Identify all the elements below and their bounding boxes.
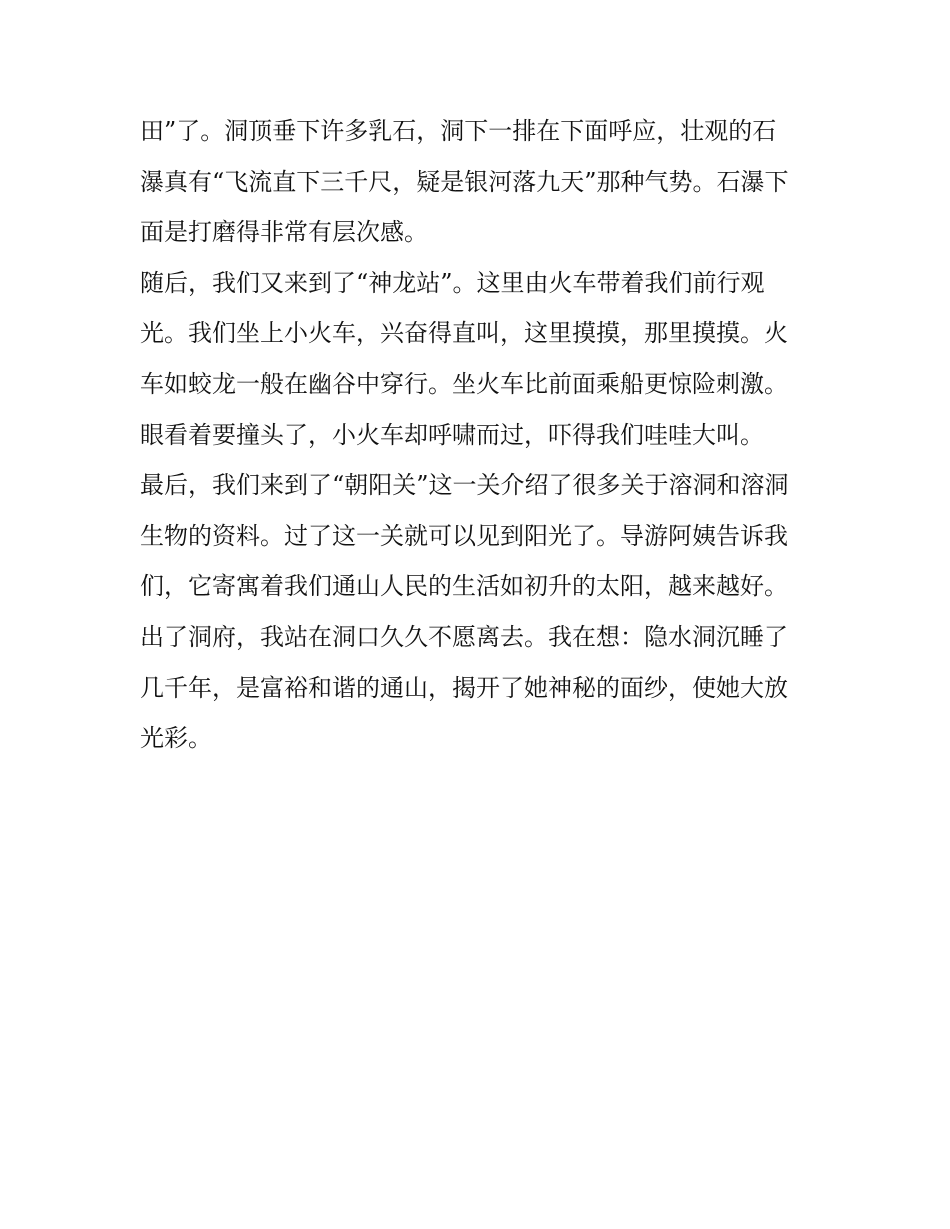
text-line: 最后，我们来到了“朝阳关”这一关介绍了很多关于溶洞和溶洞 [140, 471, 789, 500]
text-line: 几千年，是富裕和谐的通山，揭开了她神秘的面纱，使她大放 [140, 673, 788, 702]
text-line: 光。我们坐上小火车，兴奋得直叫，这里摸摸，那里摸摸。火 [140, 319, 788, 348]
text-line: 车如蛟龙一般在幽谷中穿行。坐火车比前面乘船更惊险刺激。 [140, 369, 788, 398]
text-line: 眼看着要撞头了，小火车却呼啸而过，吓得我们哇哇大叫。 [140, 420, 764, 449]
text-line: 田”了。洞顶垂下许多乳石，洞下一排在下面呼应，壮观的石 [140, 117, 777, 145]
text-line: 光彩。 [140, 724, 212, 753]
text-line: 生物的资料。过了这一关就可以见到阳光了。导游阿姨告诉我 [140, 521, 788, 550]
text-line: 瀑真有“飞流直下三千尺，疑是银河落九天”那种气势。石瀑下 [140, 167, 789, 196]
text-line: 们，它寄寓着我们通山人民的生活如初升的太阳，越来越好。 [140, 572, 788, 601]
body-text [140, 106, 820, 764]
text-line: 随后，我们又来到了“神龙站”。这里由火车带着我们前行观 [140, 268, 765, 297]
text-line: 面是打磨得非常有层次感。 [140, 218, 428, 247]
text-line: 出了洞府，我站在洞口久久不愿离去。我在想：隐水洞沉睡了 [140, 622, 788, 651]
